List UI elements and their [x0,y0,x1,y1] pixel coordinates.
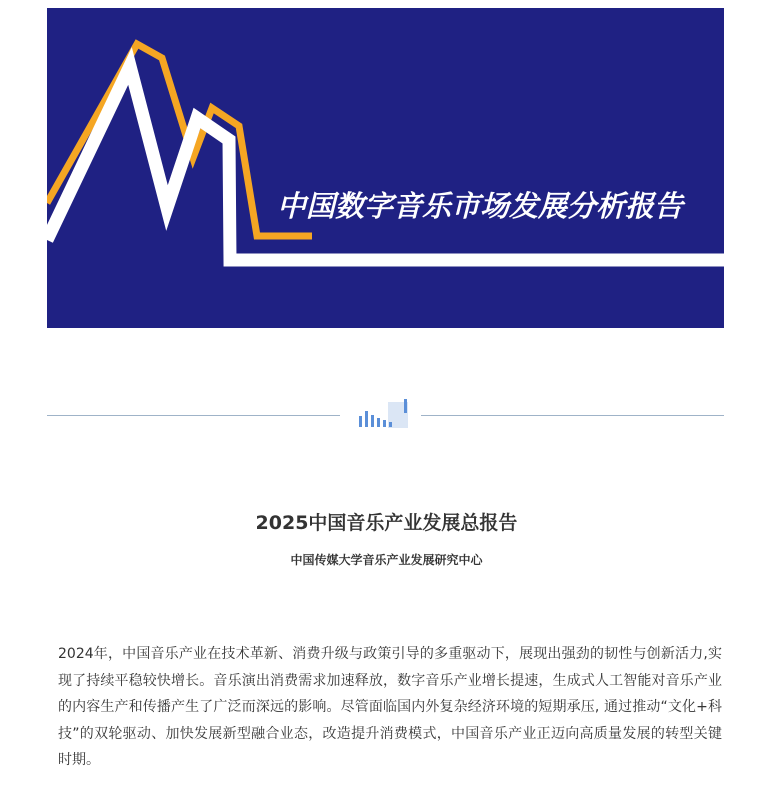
report-paragraph: 2024年，中国音乐产业在技术革新、消费升级与政策引导的多重驱动下，展现出强劲的韧性与创新活力,实现了持续平稳较快增长。音乐演出消费需求加速释放，数字音乐产业增长提速，生成式人工智能对音乐产业的内容生产和传播产生了广泛而深远的影响。尽管面临国内外复杂经济环境的短期承压, 通过推动“文化+科技”的双轮驱动、加快发展新型融合业态，改造提升消费模式，中国音乐产业正迈向高质量发展的转型关键时期。 [58,646,722,768]
header-banner [47,8,724,328]
section-divider [47,398,724,432]
report-subtitle: 中国传媒大学音乐产业发展研究中心 [290,553,483,567]
report-title: 2025中国音乐产业发展总报告 [255,512,518,534]
divider-line-right [421,415,724,416]
chart-bars-icon [357,398,413,432]
divider-line-left [47,415,340,416]
banner-background [47,8,724,328]
banner-title: 中国数字音乐市场发展分析报告 [277,189,684,223]
banner-graphic [47,8,724,328]
